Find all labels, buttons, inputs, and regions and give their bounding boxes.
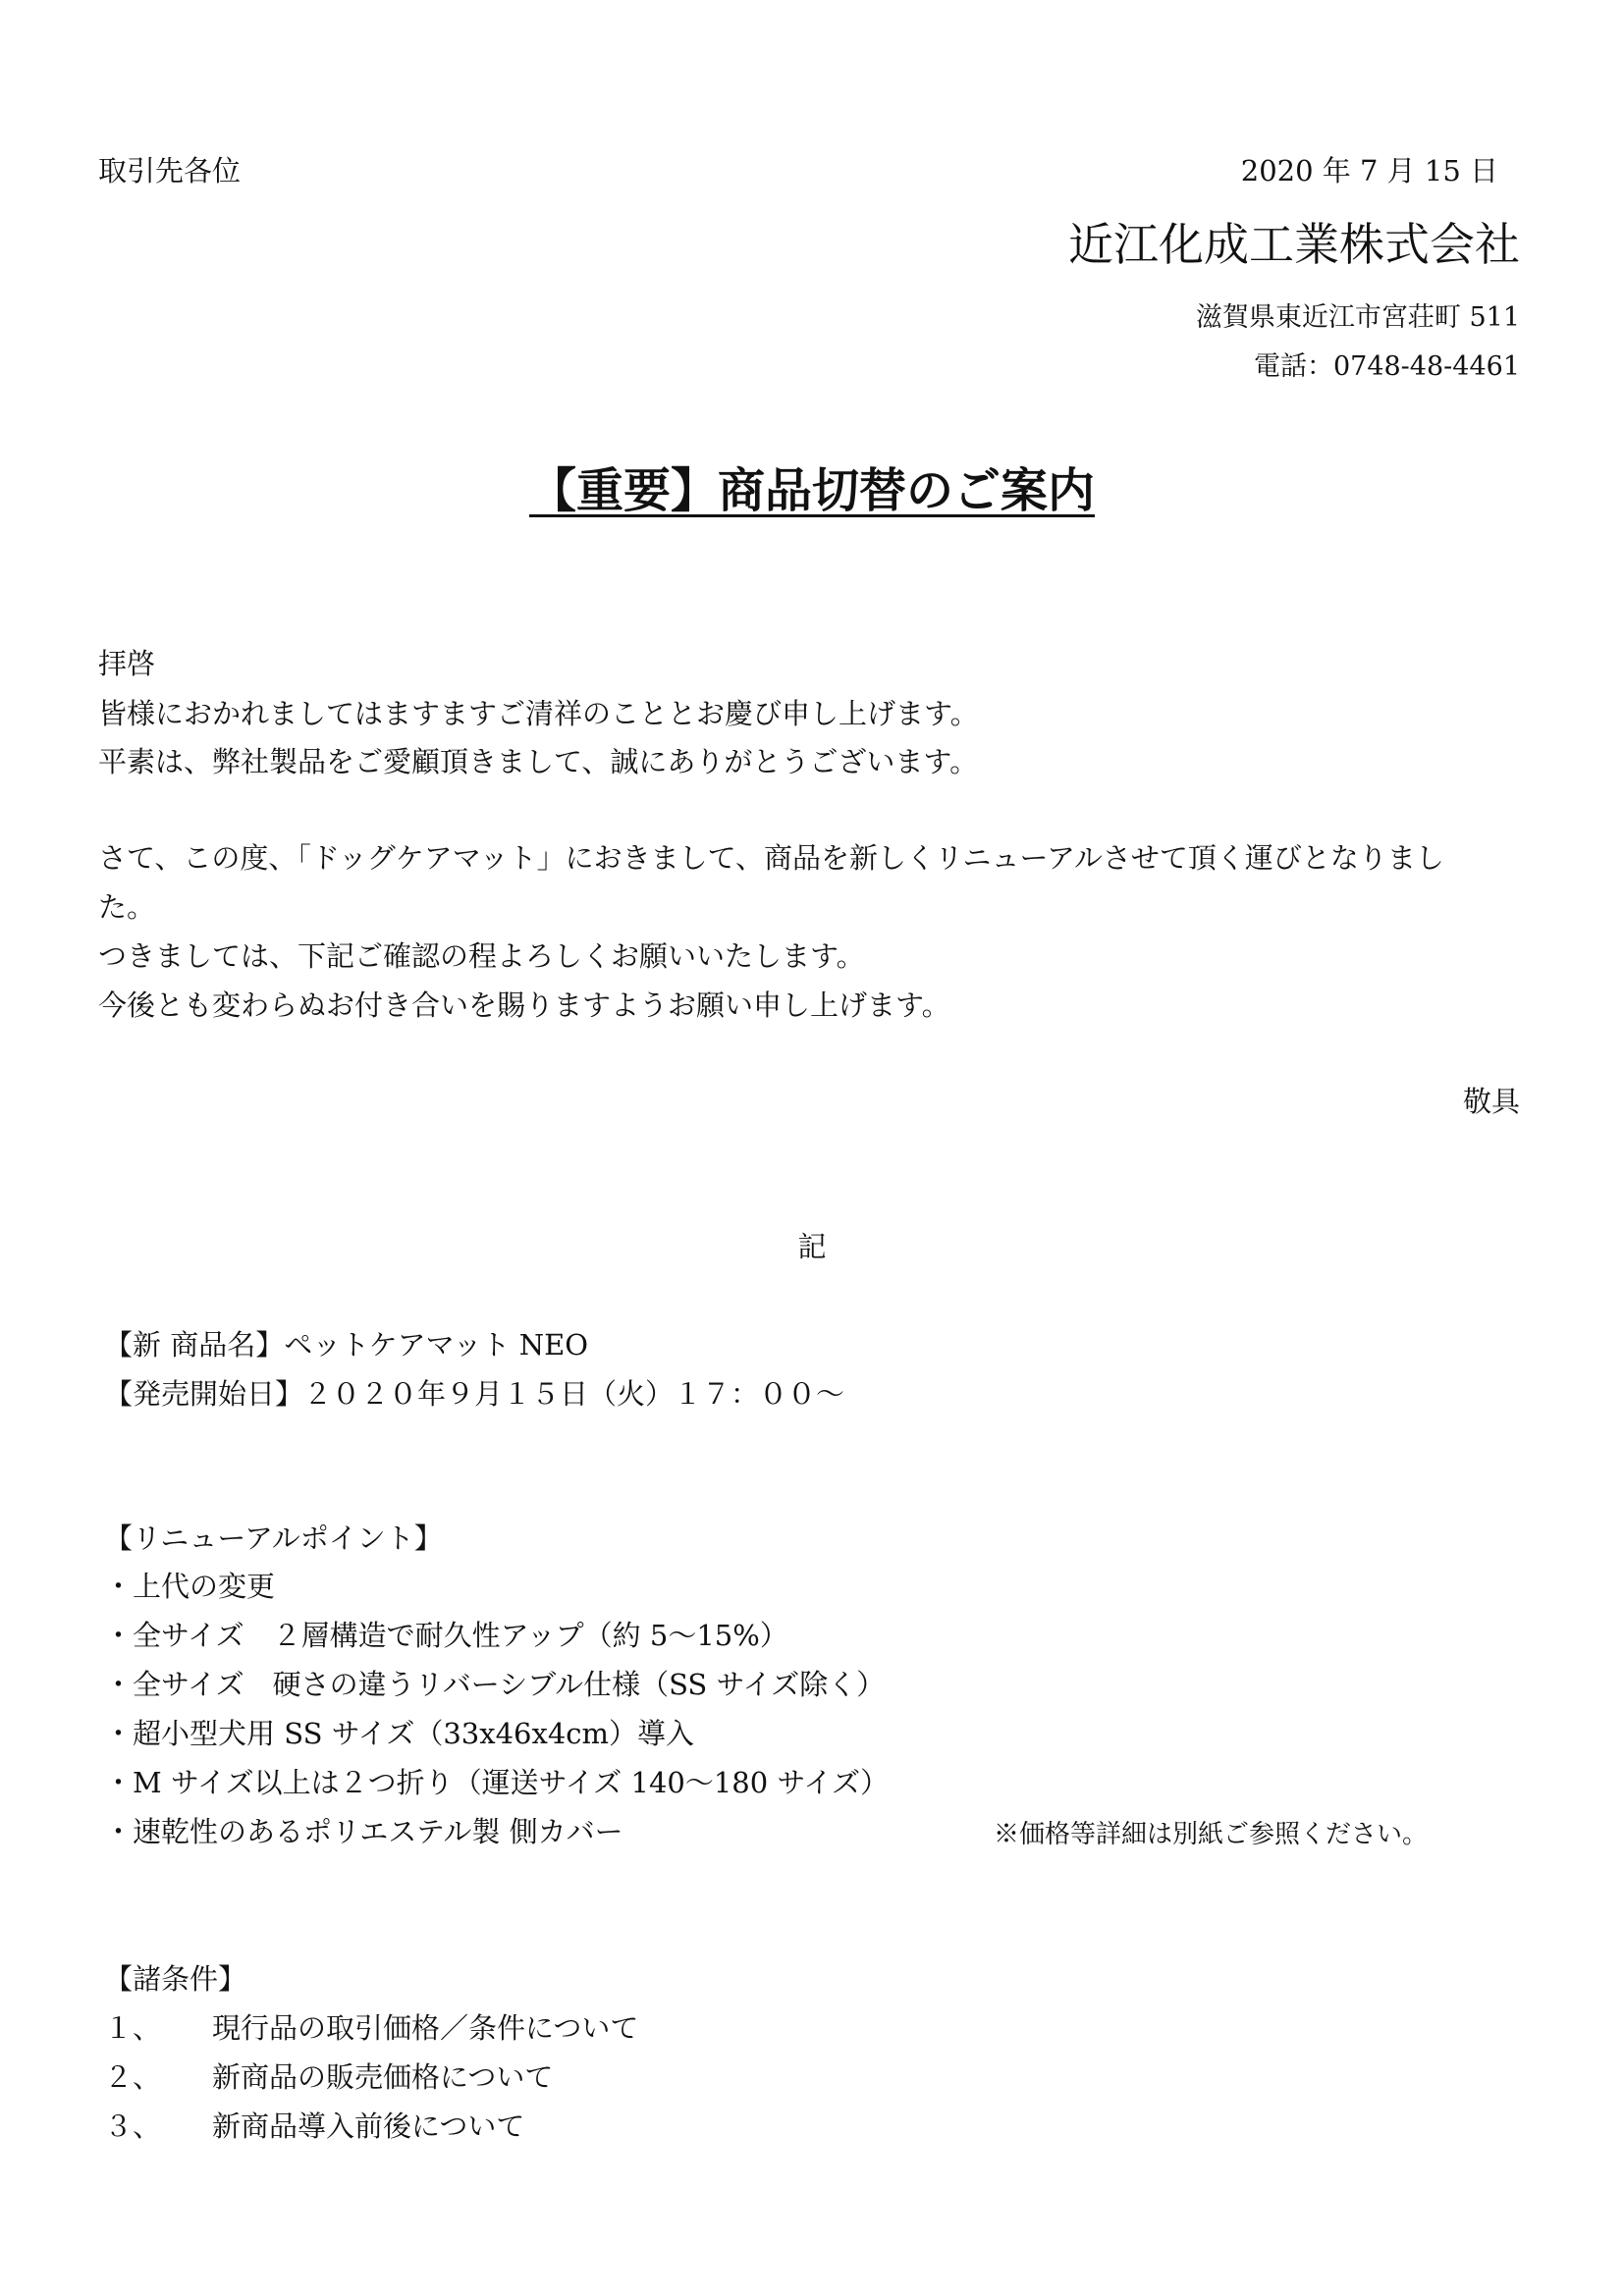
closing-salutation: 敬具: [1462, 1085, 1520, 1118]
renewal-point: ・M サイズ以上は２つ折り（運送サイズ 140～180 サイズ）: [104, 1766, 890, 1799]
company-name: 近江化成工業株式会社: [1068, 218, 1520, 271]
renewal-point: ・上代の変更: [104, 1570, 276, 1603]
new-product-name: 【新 商品名】ペットケアマット NEO: [104, 1328, 589, 1362]
condition-text: 新商品導入前後について: [212, 2109, 525, 2143]
recipient: 取引先各位: [98, 154, 242, 187]
condition-item: [104, 2109, 525, 2143]
price-detail-note: ※価格等詳細は別紙ご参照ください。: [994, 1820, 1429, 1849]
notice-line-4: 今後とも変わらぬお付き合いを賜りますようお願い申し上げます。: [98, 988, 950, 1022]
document-title: [0, 463, 1624, 518]
ki-marker: 記: [797, 1230, 827, 1263]
greeting-line-2: 平素は、弊社製品をご愛顧頂きまして、誠にありがとうございます。: [98, 745, 979, 778]
condition-text: 新商品の販売価格について: [212, 2060, 554, 2094]
opening-salutation: 拝啓: [98, 647, 156, 680]
notice-line-2: た。: [98, 890, 156, 924]
renewal-point: ・全サイズ ２層構造で耐久性アップ（約 5～15%）: [104, 1619, 788, 1652]
conditions-heading: 【諸条件】: [104, 1962, 247, 1996]
greeting-line-1: 皆様におかれましてはますますご清祥のこととお慶び申し上げます。: [98, 697, 979, 730]
issue-date: 2020 年 7 月 15 日: [1240, 154, 1498, 187]
company-phone: 電話：0748-48-4461: [1253, 351, 1520, 382]
document-title-text: 【重要】商品切替のご案内: [528, 463, 1095, 518]
condition-item: [104, 2011, 639, 2045]
renewal-point: ・速乾性のあるポリエステル製 側カバー: [104, 1815, 623, 1848]
release-date: 【発売開始日】２０２０年９月１５日（火）１７：００～: [104, 1377, 845, 1411]
renewal-point: ・超小型犬用 SS サイズ（33x46x4cm）導入: [104, 1717, 695, 1750]
company-address: 滋賀県東近江市宮荘町 511: [1195, 302, 1520, 333]
notice-line-3: つきましては、下記ご確認の程よろしくお願いいたします。: [98, 939, 865, 973]
condition-item: [104, 2060, 554, 2094]
condition-number: ２、: [104, 2060, 162, 2094]
condition-number: ３、: [104, 2109, 162, 2143]
condition-number: １、: [104, 2011, 162, 2045]
renewal-point: ・全サイズ 硬さの違うリバーシブル仕様（SS サイズ除く）: [104, 1668, 886, 1701]
condition-text: 現行品の取引価格／条件について: [212, 2011, 639, 2045]
renewal-points-heading: 【リニューアルポイント】: [104, 1522, 443, 1555]
notice-line-1: さて、この度、「ドッグケアマット」におきまして、商品を新しくリニューアルさせて頂く運びとなりまし: [98, 841, 1444, 875]
